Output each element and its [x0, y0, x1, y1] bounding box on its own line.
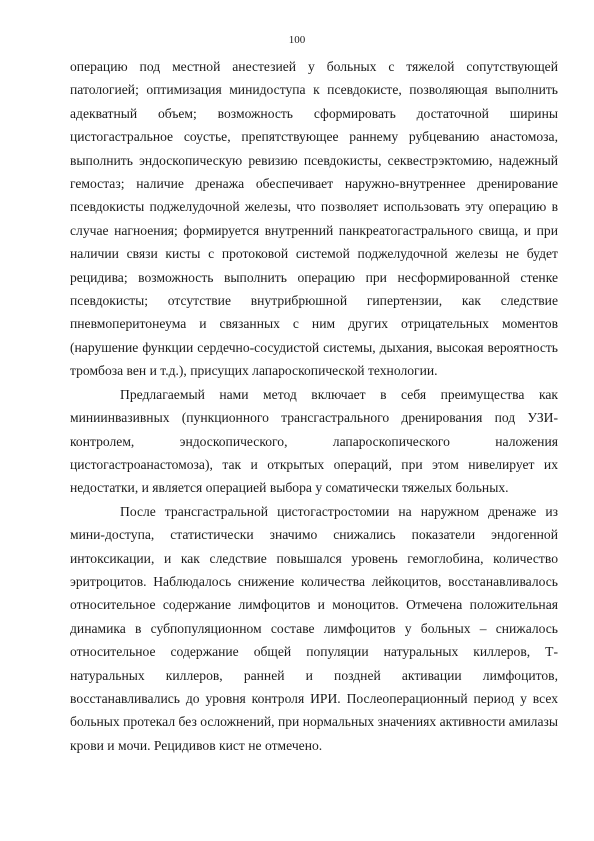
paragraph-proposed-method: Предлагаемый нами метод включает в себя преимущества как миниинвазивных (пункционного трансгастрального дренирования под УЗИ-контролем, эндоскопического, лапароскопического наложения цистогастроанастомоза), так и открытых операций, при этом нивелирует их недостатки, и является операцией выбора у соматически тяжелых больных. — [70, 386, 558, 496]
paragraph-postoperative-results: После трансгастральной цистогастростомии на наружном дренаже из мини-доступа, статистически значимо снижались показатели эндогенной интоксикации, и как следствие повышался уровень гемоглобина, количество эритроцитов. Наблюдалось снижение количества лейкоцитов, восстанавливалось относительное содержание лимфоцитов и моноцитов. Отмечена положительная динамика в субпопуляционном составе лимфоцитов у больных – снижалось относительное содержание общей популяции натуральных киллеров, Т-натуральных киллеров, ранней и поздней активации лимфоцитов, восстанавливались до уровня контроля ИРИ. Послеоперационный период у всех больных протекал без осложнений, при нормальных значениях активности амилазы крови и мочи. Рецидивов кист не отмечено. — [70, 503, 558, 753]
paragraph-continuation: операцию под местной анестезией у больных с тяжелой сопутствующей патологией; оптимизация минидоступа к псевдокисте, позволяющая выполнить адекватный объем; возможность сформировать достаточной ширины цистогастральное соустье, препятствующее раннему рубцеванию анастомоза, выполнить эндоскопическую ревизию псевдокисты, секвестрэктомию, надежный гемостаз; наличие дренажа обеспечивает наружно-внутреннее дренирование псевдокисты поджелудочной железы, что позволяет использовать эту операцию в случае нагноения; формируется внутренний панкреатогастрального свища, и при наличии связи кисты с протоковой системой поджелудочной железы не будет рецидива; возможность выполнить операцию при несформированной стенке псевдокисты; отсутствие внутрибрюшной гипертензии, как следствие пневмоперитонеума и связанных с ним других отрицательных моментов (нарушение функции сердечно-сосудистой системы, дыхания, высокая вероятность тромбоза вен и т.д.), присущих лапароскопической технологии. — [70, 59, 558, 379]
page-body — [70, 55, 558, 757]
page-number: 100 — [288, 34, 306, 46]
